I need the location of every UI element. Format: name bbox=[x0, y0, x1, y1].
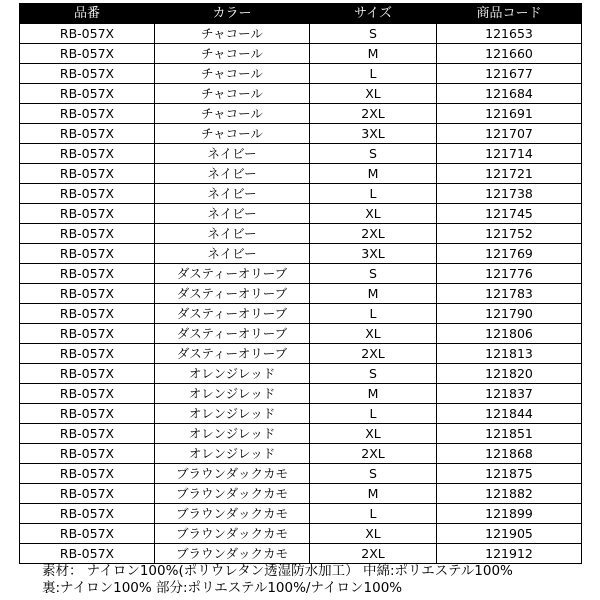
cell-product-code: 121660 bbox=[437, 44, 582, 64]
cell-size: 2XL bbox=[310, 344, 437, 364]
cell-size: 2XL bbox=[310, 104, 437, 124]
cell-size: 2XL bbox=[310, 544, 437, 564]
table-row bbox=[20, 204, 582, 224]
table-row bbox=[20, 84, 582, 104]
table-row bbox=[20, 104, 582, 124]
product-table-container bbox=[19, 3, 581, 564]
cell-product-number: RB-057X bbox=[20, 384, 155, 404]
cell-color: チャコール bbox=[155, 64, 310, 84]
cell-product-code: 121721 bbox=[437, 164, 582, 184]
product-code-table bbox=[19, 3, 582, 564]
cell-product-number: RB-057X bbox=[20, 544, 155, 564]
cell-color: チャコール bbox=[155, 24, 310, 44]
cell-size: S bbox=[310, 144, 437, 164]
table-row bbox=[20, 484, 582, 504]
material-notes bbox=[42, 563, 587, 597]
table-row bbox=[20, 464, 582, 484]
cell-size: S bbox=[310, 264, 437, 284]
cell-product-number: RB-057X bbox=[20, 344, 155, 364]
table-row bbox=[20, 224, 582, 244]
cell-color: ブラウンダックカモ bbox=[155, 524, 310, 544]
table-body bbox=[20, 24, 582, 564]
cell-product-code: 121899 bbox=[437, 504, 582, 524]
table-row bbox=[20, 324, 582, 344]
cell-product-code: 121783 bbox=[437, 284, 582, 304]
cell-color: オレンジレッド bbox=[155, 404, 310, 424]
cell-product-code: 121875 bbox=[437, 464, 582, 484]
cell-color: ネイビー bbox=[155, 244, 310, 264]
cell-product-number: RB-057X bbox=[20, 484, 155, 504]
cell-product-number: RB-057X bbox=[20, 204, 155, 224]
cell-size: XL bbox=[310, 524, 437, 544]
cell-color: チャコール bbox=[155, 44, 310, 64]
cell-size: M bbox=[310, 284, 437, 304]
cell-color: オレンジレッド bbox=[155, 384, 310, 404]
cell-size: XL bbox=[310, 84, 437, 104]
cell-product-number: RB-057X bbox=[20, 144, 155, 164]
cell-size: S bbox=[310, 24, 437, 44]
cell-product-number: RB-057X bbox=[20, 24, 155, 44]
header-product-code: 商品コード bbox=[437, 4, 582, 24]
header-product-number: 品番 bbox=[20, 4, 155, 24]
cell-color: ネイビー bbox=[155, 144, 310, 164]
cell-size: L bbox=[310, 504, 437, 524]
table-row bbox=[20, 164, 582, 184]
cell-color: オレンジレッド bbox=[155, 444, 310, 464]
cell-product-number: RB-057X bbox=[20, 184, 155, 204]
header-color: カラー bbox=[155, 4, 310, 24]
cell-product-number: RB-057X bbox=[20, 224, 155, 244]
table-row bbox=[20, 404, 582, 424]
table-row bbox=[20, 444, 582, 464]
cell-size: M bbox=[310, 384, 437, 404]
cell-product-number: RB-057X bbox=[20, 424, 155, 444]
cell-product-code: 121851 bbox=[437, 424, 582, 444]
cell-product-number: RB-057X bbox=[20, 524, 155, 544]
cell-color: ダスティーオリーブ bbox=[155, 264, 310, 284]
cell-product-code: 121769 bbox=[437, 244, 582, 264]
cell-product-number: RB-057X bbox=[20, 84, 155, 104]
cell-product-code: 121684 bbox=[437, 84, 582, 104]
cell-product-code: 121868 bbox=[437, 444, 582, 464]
cell-color: チャコール bbox=[155, 84, 310, 104]
cell-size: 2XL bbox=[310, 444, 437, 464]
material-line-2: 裏:ナイロン100% 部分:ポリエステル100%/ナイロン100% bbox=[42, 580, 403, 596]
table-row bbox=[20, 144, 582, 164]
cell-size: 2XL bbox=[310, 224, 437, 244]
cell-size: S bbox=[310, 464, 437, 484]
cell-size: XL bbox=[310, 324, 437, 344]
cell-size: M bbox=[310, 484, 437, 504]
cell-size: L bbox=[310, 64, 437, 84]
table-row bbox=[20, 504, 582, 524]
cell-product-code: 121837 bbox=[437, 384, 582, 404]
table-row bbox=[20, 344, 582, 364]
cell-product-number: RB-057X bbox=[20, 264, 155, 284]
cell-product-number: RB-057X bbox=[20, 284, 155, 304]
cell-product-number: RB-057X bbox=[20, 504, 155, 524]
table-row bbox=[20, 64, 582, 84]
cell-product-code: 121752 bbox=[437, 224, 582, 244]
cell-color: ネイビー bbox=[155, 204, 310, 224]
cell-product-number: RB-057X bbox=[20, 44, 155, 64]
cell-product-code: 121790 bbox=[437, 304, 582, 324]
cell-color: ダスティーオリーブ bbox=[155, 344, 310, 364]
cell-size: S bbox=[310, 364, 437, 384]
cell-size: XL bbox=[310, 424, 437, 444]
cell-product-code: 121745 bbox=[437, 204, 582, 224]
cell-size: M bbox=[310, 44, 437, 64]
cell-color: チャコール bbox=[155, 104, 310, 124]
table-row bbox=[20, 244, 582, 264]
cell-product-number: RB-057X bbox=[20, 364, 155, 384]
cell-product-code: 121714 bbox=[437, 144, 582, 164]
cell-product-number: RB-057X bbox=[20, 104, 155, 124]
table-row bbox=[20, 384, 582, 404]
cell-product-number: RB-057X bbox=[20, 324, 155, 344]
cell-product-number: RB-057X bbox=[20, 304, 155, 324]
table-row bbox=[20, 264, 582, 284]
cell-product-code: 121905 bbox=[437, 524, 582, 544]
cell-product-code: 121691 bbox=[437, 104, 582, 124]
cell-product-code: 121912 bbox=[437, 544, 582, 564]
cell-color: チャコール bbox=[155, 124, 310, 144]
cell-product-code: 121738 bbox=[437, 184, 582, 204]
cell-color: ダスティーオリーブ bbox=[155, 324, 310, 344]
cell-product-code: 121813 bbox=[437, 344, 582, 364]
cell-size: XL bbox=[310, 204, 437, 224]
header-size: サイズ bbox=[310, 4, 437, 24]
cell-color: ブラウンダックカモ bbox=[155, 504, 310, 524]
cell-size: L bbox=[310, 404, 437, 424]
table-row bbox=[20, 364, 582, 384]
table-row bbox=[20, 44, 582, 64]
table-row bbox=[20, 284, 582, 304]
cell-product-code: 121776 bbox=[437, 264, 582, 284]
cell-product-number: RB-057X bbox=[20, 124, 155, 144]
cell-color: ブラウンダックカモ bbox=[155, 464, 310, 484]
cell-size: 3XL bbox=[310, 244, 437, 264]
table-row bbox=[20, 424, 582, 444]
cell-product-number: RB-057X bbox=[20, 464, 155, 484]
cell-color: ネイビー bbox=[155, 224, 310, 244]
cell-product-number: RB-057X bbox=[20, 244, 155, 264]
cell-color: ダスティーオリーブ bbox=[155, 304, 310, 324]
cell-product-code: 121653 bbox=[437, 24, 582, 44]
cell-product-code: 121707 bbox=[437, 124, 582, 144]
table-row bbox=[20, 304, 582, 324]
table-row bbox=[20, 184, 582, 204]
cell-product-number: RB-057X bbox=[20, 404, 155, 424]
cell-color: オレンジレッド bbox=[155, 424, 310, 444]
cell-color: オレンジレッド bbox=[155, 364, 310, 384]
table-row bbox=[20, 524, 582, 544]
cell-size: L bbox=[310, 184, 437, 204]
table-header bbox=[20, 4, 582, 24]
material-line-1: 素材： ナイロン100%(ポリウレタン透湿防水加工） 中綿:ポリエステル100% bbox=[42, 563, 513, 579]
table-row bbox=[20, 544, 582, 564]
header-row bbox=[20, 4, 582, 24]
cell-product-number: RB-057X bbox=[20, 444, 155, 464]
cell-color: ネイビー bbox=[155, 184, 310, 204]
cell-product-number: RB-057X bbox=[20, 64, 155, 84]
cell-product-code: 121806 bbox=[437, 324, 582, 344]
cell-product-code: 121820 bbox=[437, 364, 582, 384]
cell-product-number: RB-057X bbox=[20, 164, 155, 184]
cell-color: ブラウンダックカモ bbox=[155, 484, 310, 504]
cell-product-code: 121882 bbox=[437, 484, 582, 504]
table-row bbox=[20, 24, 582, 44]
cell-size: 3XL bbox=[310, 124, 437, 144]
cell-color: ブラウンダックカモ bbox=[155, 544, 310, 564]
cell-product-code: 121677 bbox=[437, 64, 582, 84]
table-row bbox=[20, 124, 582, 144]
cell-size: M bbox=[310, 164, 437, 184]
cell-product-code: 121844 bbox=[437, 404, 582, 424]
cell-color: ネイビー bbox=[155, 164, 310, 184]
cell-size: L bbox=[310, 304, 437, 324]
cell-color: ダスティーオリーブ bbox=[155, 284, 310, 304]
